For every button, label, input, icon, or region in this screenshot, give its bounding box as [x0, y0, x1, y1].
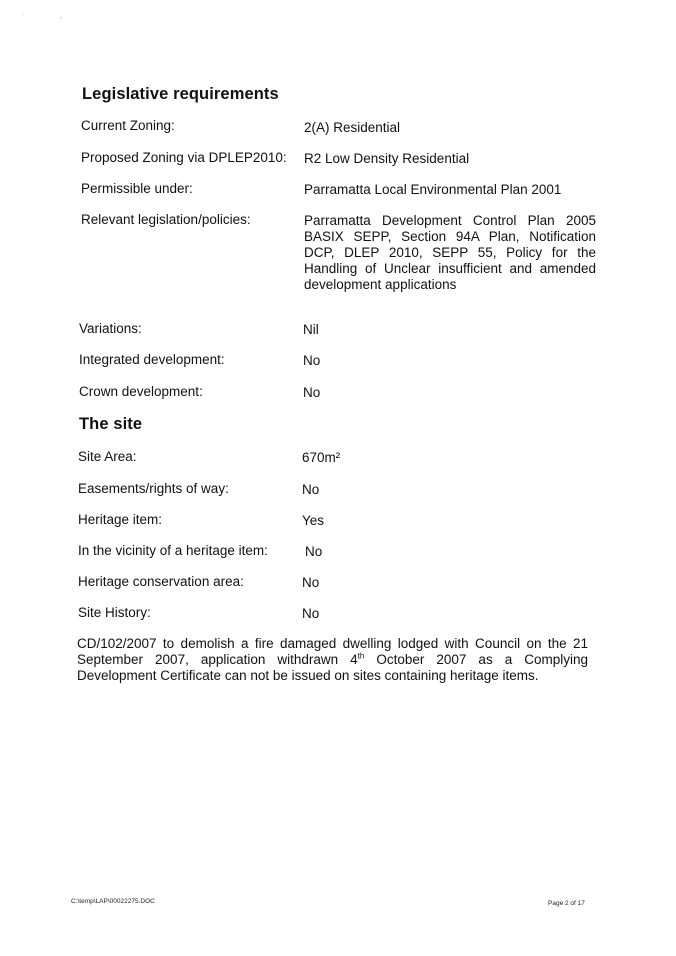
the-site-heading: The site — [79, 415, 143, 433]
row-label-relevant-legislation: Relevant legislation/policies: — [81, 212, 251, 227]
row-value-relevant-legislation: Parramatta Development Control Plan 2005 BASIX SEPP, Section 94A Plan, Notification DCP, DLEP 2010, SEPP 55, Policy for the Handling of Unclear insufficient and amended development applications — [304, 213, 596, 292]
scan-mark: · — [22, 12, 24, 18]
footer-page-number: Page 2 of 17 — [548, 900, 585, 907]
legislative-requirements-heading: Legislative requirements — [82, 85, 279, 103]
row-label-heritage-conservation-area: Heritage conservation area: — [78, 574, 244, 589]
row-label-heritage-item: Heritage item: — [78, 512, 163, 527]
row-value-current-zoning: 2(A) Residential — [304, 120, 401, 135]
scan-mark: , — [60, 14, 62, 20]
row-label-site-history: Site History: — [78, 605, 151, 620]
row-value-easements: No — [302, 482, 320, 497]
row-label-proposed-zoning: Proposed Zoning via DPLEP2010: — [81, 150, 287, 165]
row-value-permissible-under: Parramatta Local Environmental Plan 2001 — [304, 182, 562, 197]
row-label-permissible-under: Permissible under: — [81, 181, 193, 196]
row-label-crown-development: Crown development: — [79, 384, 203, 399]
row-value-proposed-zoning: R2 Low Density Residential — [304, 151, 470, 166]
row-value-heritage-item: Yes — [302, 513, 325, 528]
row-label-heritage-vicinity: In the vicinity of a heritage item: — [78, 543, 268, 558]
footer-file-path: C:\temp\LAP\00022275.DOC — [71, 898, 155, 905]
row-value-site-area: 670m² — [302, 450, 341, 465]
row-value-variations: Nil — [303, 322, 319, 337]
site-history-text-2: October 2007 as a Complying Development Certificate can not be issued on sites containing heritage items. — [77, 652, 588, 683]
row-label-variations: Variations: — [79, 321, 142, 336]
row-label-easements: Easements/rights of way: — [78, 481, 229, 496]
site-history-superscript: th — [357, 651, 365, 661]
row-value-heritage-conservation-area: No — [302, 575, 320, 590]
site-history-text-1: CD/102/2007 to demolish a fire damaged dwelling lodged with Council on the 21 September 2007, application withdrawn 4 — [77, 636, 588, 667]
row-label-site-area: Site Area: — [78, 449, 137, 464]
row-value-integrated-development: No — [303, 353, 321, 368]
row-value-crown-development: No — [303, 385, 321, 400]
row-value-site-history: No — [302, 606, 320, 621]
row-label-integrated-development: Integrated development: — [79, 352, 225, 367]
row-value-heritage-vicinity: No — [305, 544, 323, 559]
row-label-current-zoning: Current Zoning: — [81, 118, 175, 133]
site-history-paragraph — [77, 636, 588, 684]
